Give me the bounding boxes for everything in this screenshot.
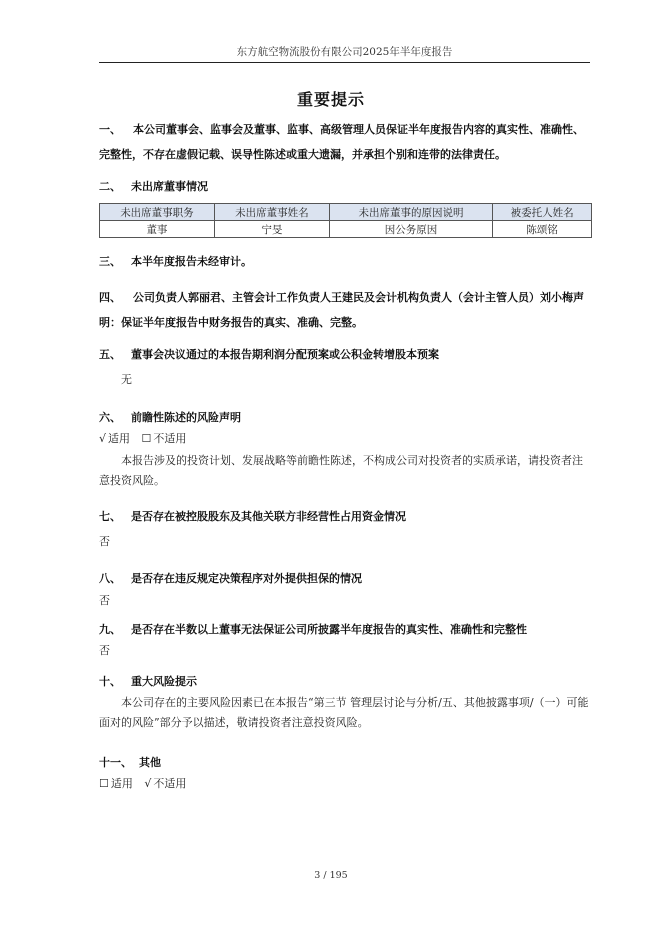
table-header-cell: 未出席董事职务 (100, 204, 215, 221)
section-9-body: 否 (99, 644, 110, 657)
option-not-applicable-label: 不适用 (153, 432, 187, 445)
section-4-number: 四、 (99, 291, 121, 304)
checked-icon: √ (144, 777, 152, 790)
section-6 (99, 405, 593, 430)
section-8 (99, 566, 593, 591)
table-cell: 陈颂铭 (493, 221, 592, 238)
table-cell: 因公务原因 (329, 221, 492, 238)
unchecked-box-icon: ☐ (99, 777, 109, 790)
page-title: 重要提示 (296, 90, 365, 109)
section-6-body: 本报告涉及的投资计划、发展战略等前瞻性陈述，不构成公司对投资者的实质承诺，请投资者注意投资风险。 (99, 454, 583, 487)
section-10-number: 十、 (99, 675, 121, 688)
section-6-heading: 前瞻性陈述的风险声明 (131, 411, 241, 424)
option-not-applicable-label: 不适用 (153, 777, 187, 790)
header-divider (99, 62, 590, 63)
section-2 (99, 174, 593, 199)
section-10-heading: 重大风险提示 (131, 675, 197, 688)
section-11-number: 十一、 (99, 756, 132, 769)
section-6-applicability (99, 429, 593, 449)
section-7 (99, 504, 593, 529)
section-4 (99, 285, 593, 335)
section-5 (99, 342, 593, 367)
section-7-number: 七、 (99, 510, 121, 523)
section-2-heading: 未出席董事情况 (131, 180, 208, 193)
section-8-body: 否 (99, 594, 110, 607)
table-header-row (100, 204, 592, 221)
section-10-body: 本公司存在的主要风险因素已在本报告“第三节 管理层讨论与分析/五、其他披露事项/（一）可能面对的风险”部分予以描述，敬请投资者注意投资风险。 (99, 696, 589, 729)
page-number: 3 / 195 (314, 870, 348, 881)
unchecked-box-icon: ☐ (141, 432, 152, 445)
section-6-number: 六、 (99, 411, 121, 424)
table-cell: 董事 (100, 221, 215, 238)
section-7-heading: 是否存在被控股股东及其他关联方非经营性占用资金情况 (131, 510, 406, 523)
section-4-text: 公司负责人郭丽君、主管会计工作负责人王建民及会计机构负责人（会计主管人员）刘小梅声明：保证半年度报告中财务报告的真实、准确、完整。 (99, 291, 584, 329)
section-5-number: 五、 (99, 348, 121, 361)
section-3 (99, 249, 593, 274)
option-applicable-label: 适用 (110, 777, 133, 790)
table-cell: 宁旻 (214, 221, 329, 238)
section-8-heading: 是否存在违反规定决策程序对外提供担保的情况 (131, 572, 362, 585)
table-header-cell: 被委托人姓名 (493, 204, 592, 221)
section-5-body: 无 (121, 373, 132, 386)
section-9 (99, 617, 593, 642)
running-header: 东方航空物流股份有限公司2025年半年度报告 (236, 46, 453, 58)
section-9-number: 九、 (99, 623, 121, 636)
section-8-number: 八、 (99, 572, 121, 585)
section-11-applicability (99, 774, 593, 794)
section-9-heading: 是否存在半数以上董事无法保证公司所披露半年度报告的真实性、准确性和完整性 (131, 623, 527, 636)
section-11-heading: 其他 (139, 756, 161, 769)
section-11 (99, 750, 593, 775)
option-applicable-label: 适用 (108, 432, 131, 445)
section-1-text: 本公司董事会、监事会及董事、监事、高级管理人员保证半年度报告内容的真实性、准确性、完整性，不存在虚假记载、误导性陈述或重大遗漏，并承担个别和连带的法律责任。 (99, 123, 584, 161)
checked-icon: √ (99, 432, 107, 445)
section-2-number: 二、 (99, 180, 121, 193)
section-3-text: 本半年度报告未经审计。 (131, 255, 252, 268)
section-1-number: 一、 (99, 123, 121, 136)
section-3-number: 三、 (99, 255, 121, 268)
table-header-cell: 未出席董事的原因说明 (329, 204, 492, 221)
table-header-cell: 未出席董事姓名 (214, 204, 329, 221)
section-1 (99, 117, 593, 167)
table-row (100, 221, 592, 238)
section-7-body: 否 (99, 535, 110, 548)
absent-directors-table (99, 203, 592, 238)
section-5-heading: 董事会决议通过的本报告期利润分配预案或公积金转增股本预案 (131, 348, 439, 361)
section-10 (99, 669, 593, 694)
